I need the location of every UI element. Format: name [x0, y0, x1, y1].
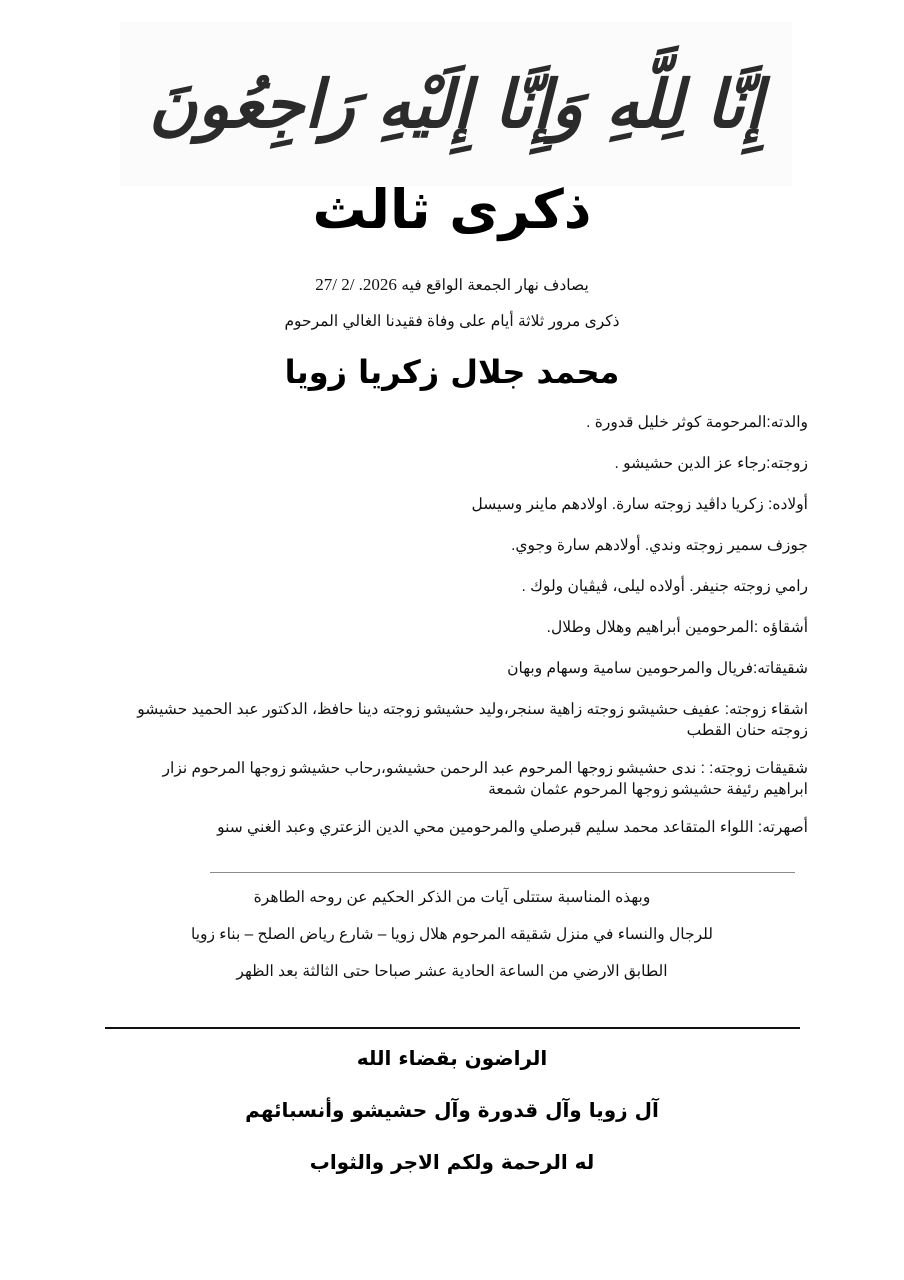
family-brothers: أشقاؤه :المرحومين أبراهيم وهلال وطلال. — [546, 619, 808, 636]
family-wife-sisters: شقيقات زوجته: : ندى حشيشو زوجها المرحوم عبد الرحمن حشيشو،رحاب حشيشو زوجها المرحوم نزار ابراهيم رئيفة حشيشو زوجها المرحوم عثمان شمعة — [162, 760, 808, 798]
family-son-rami: رامي زوجته جنيفر. أولاده ليلى، ڤيڤيان ولوك . — [521, 578, 808, 595]
divider — [210, 872, 795, 873]
deceased-name: محمد جلال زكريا زويا — [284, 353, 620, 391]
notice-line: الطابق الارضي من الساعة الحادية عشر صباحا حتى الثالثة بعد الظهر — [236, 963, 668, 980]
family-wife-brothers: اشقاء زوجته: عفيف حشيشو زوجته زاهية سنجر،وليد حشيشو زوجته دينا حافظ، الدكتور عبد الحميد حشيشو زوجته حنان القطب — [137, 701, 808, 739]
family-children: أولاده: زكريا داڤيد زوجته سارة. اولادهم ماينر وسيسل — [471, 496, 808, 513]
notice-line: وبهذه المناسبة ستتلى آيات من الذكر الحكيم عن روحه الطاهرة — [253, 889, 651, 906]
ceremony-notice — [0, 885, 904, 996]
date-prefix: يصادف نهار الجمعة الواقع فيه — [401, 277, 589, 294]
family-mother: والدته:المرحومة كوثر خليل قدورة . — [586, 414, 808, 431]
quran-verse-calligraphy — [120, 22, 792, 186]
mourning-line: ذكرى مرور ثلاثة أيام على وفاة فقيدنا الغالي المرحوم — [284, 313, 620, 330]
family-list — [132, 412, 808, 858]
calligraphy-text: إِنَّا لِلَّهِ وَإِنَّا إِلَيْهِ رَاجِعُونَ — [149, 65, 763, 143]
family-sisters: شقيقاته:فريال والمرحومين سامية وسهام وبهان — [507, 660, 808, 677]
closing-line: الراضون بقضاء الله — [356, 1046, 548, 1070]
closing-line: آل زويا وآل قدورة وآل حشيشو وأنسبائهم — [245, 1098, 659, 1122]
notice-line: للرجال والنساء في منزل شقيقه المرحوم هلال زويا – شارع رياض الصلح – بناء زويا — [190, 926, 714, 943]
date-line — [0, 275, 904, 295]
closing-block — [0, 1038, 904, 1194]
family-in-laws: أصهرته: اللواء المتقاعد محمد سليم قبرصلي والمرحومين محي الدين الزعتري وعبد الغني سنو — [217, 819, 808, 836]
divider — [105, 1027, 800, 1029]
family-son-joseph: جوزف سمير زوجته وندي. أولادهم سارة وجوي. — [511, 537, 808, 554]
closing-line: له الرحمة ولكم الاجر والثواب — [309, 1150, 595, 1174]
family-wife: زوجته:رجاء عز الدين حشيشو . — [614, 455, 808, 472]
page-title: ذكرى ثالث — [312, 178, 592, 241]
date-value: 27/ 2/ .2026 — [315, 275, 397, 294]
